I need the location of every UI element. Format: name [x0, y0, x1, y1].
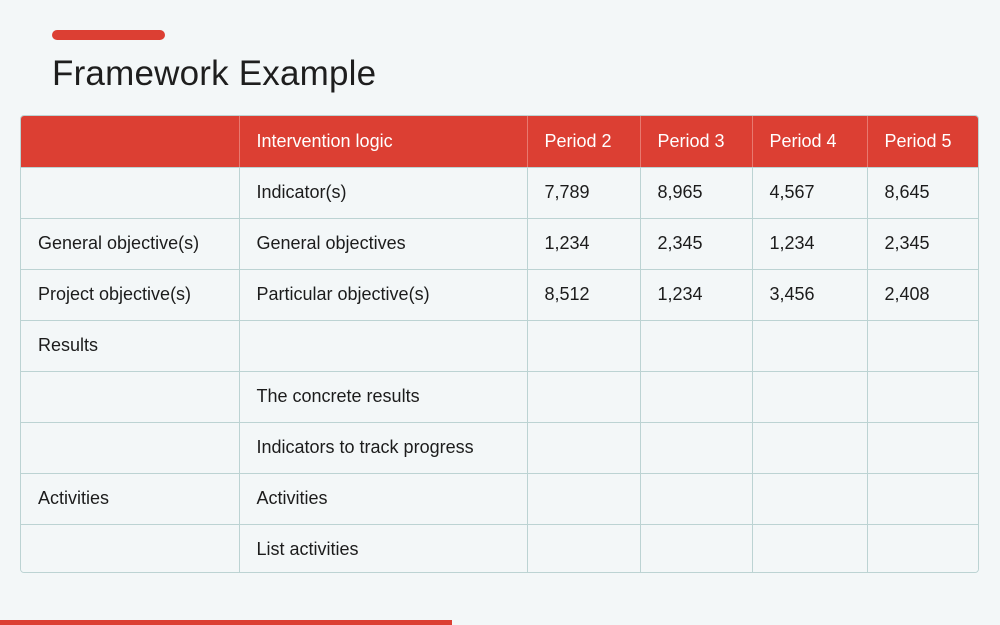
table-cell — [21, 524, 239, 573]
table-row — [21, 422, 979, 473]
table-cell — [640, 422, 752, 473]
table-cell: General objectives — [239, 218, 527, 269]
table-cell: Activities — [21, 473, 239, 524]
header-cell: Period 5 — [867, 116, 979, 167]
table-cell — [527, 473, 640, 524]
header-cell: Period 3 — [640, 116, 752, 167]
table-row — [21, 371, 979, 422]
framework-table — [21, 116, 979, 573]
table-cell: 7,789 — [527, 167, 640, 218]
table-cell — [752, 422, 867, 473]
table-cell — [640, 320, 752, 371]
table-cell: 1,234 — [527, 218, 640, 269]
table-cell: Project objective(s) — [21, 269, 239, 320]
table-cell — [867, 422, 979, 473]
table-row — [21, 524, 979, 573]
table-cell — [752, 320, 867, 371]
header-cell — [21, 116, 239, 167]
table-cell: Activities — [239, 473, 527, 524]
table-cell: 1,234 — [640, 269, 752, 320]
table-cell — [867, 371, 979, 422]
header-cell: Period 4 — [752, 116, 867, 167]
table-cell — [527, 371, 640, 422]
table-cell: 2,408 — [867, 269, 979, 320]
table-cell: 8,512 — [527, 269, 640, 320]
table-cell — [640, 371, 752, 422]
framework-table-container — [20, 115, 979, 573]
table-cell: 8,965 — [640, 167, 752, 218]
accent-bar-top — [52, 30, 165, 40]
table-cell: Results — [21, 320, 239, 371]
table-cell: 4,567 — [752, 167, 867, 218]
table-cell: List activities — [239, 524, 527, 573]
table-cell — [640, 524, 752, 573]
table-cell — [527, 524, 640, 573]
header-cell: Intervention logic — [239, 116, 527, 167]
table-cell — [527, 422, 640, 473]
table-cell — [527, 320, 640, 371]
table-cell — [867, 473, 979, 524]
table-cell — [640, 473, 752, 524]
table-cell — [752, 473, 867, 524]
table-row — [21, 320, 979, 371]
table-cell — [21, 371, 239, 422]
table-cell — [21, 422, 239, 473]
table-cell: 8,645 — [867, 167, 979, 218]
table-cell: 2,345 — [640, 218, 752, 269]
header-cell: Period 2 — [527, 116, 640, 167]
table-cell: Indicator(s) — [239, 167, 527, 218]
table-cell — [752, 371, 867, 422]
table-cell: Particular objective(s) — [239, 269, 527, 320]
table-row — [21, 218, 979, 269]
table-cell: 3,456 — [752, 269, 867, 320]
table-cell — [867, 320, 979, 371]
table-cell: 2,345 — [867, 218, 979, 269]
table-cell: Indicators to track progress — [239, 422, 527, 473]
table-cell: General objective(s) — [21, 218, 239, 269]
table-row — [21, 269, 979, 320]
table-cell: The concrete results — [239, 371, 527, 422]
page-title: Framework Example — [52, 54, 377, 93]
table-cell: 1,234 — [752, 218, 867, 269]
table-header-row — [21, 116, 979, 167]
table-cell — [867, 524, 979, 573]
table-cell — [21, 167, 239, 218]
table-row — [21, 473, 979, 524]
table-row — [21, 167, 979, 218]
table-cell — [752, 524, 867, 573]
table-cell — [239, 320, 527, 371]
accent-line-bottom — [0, 620, 452, 625]
